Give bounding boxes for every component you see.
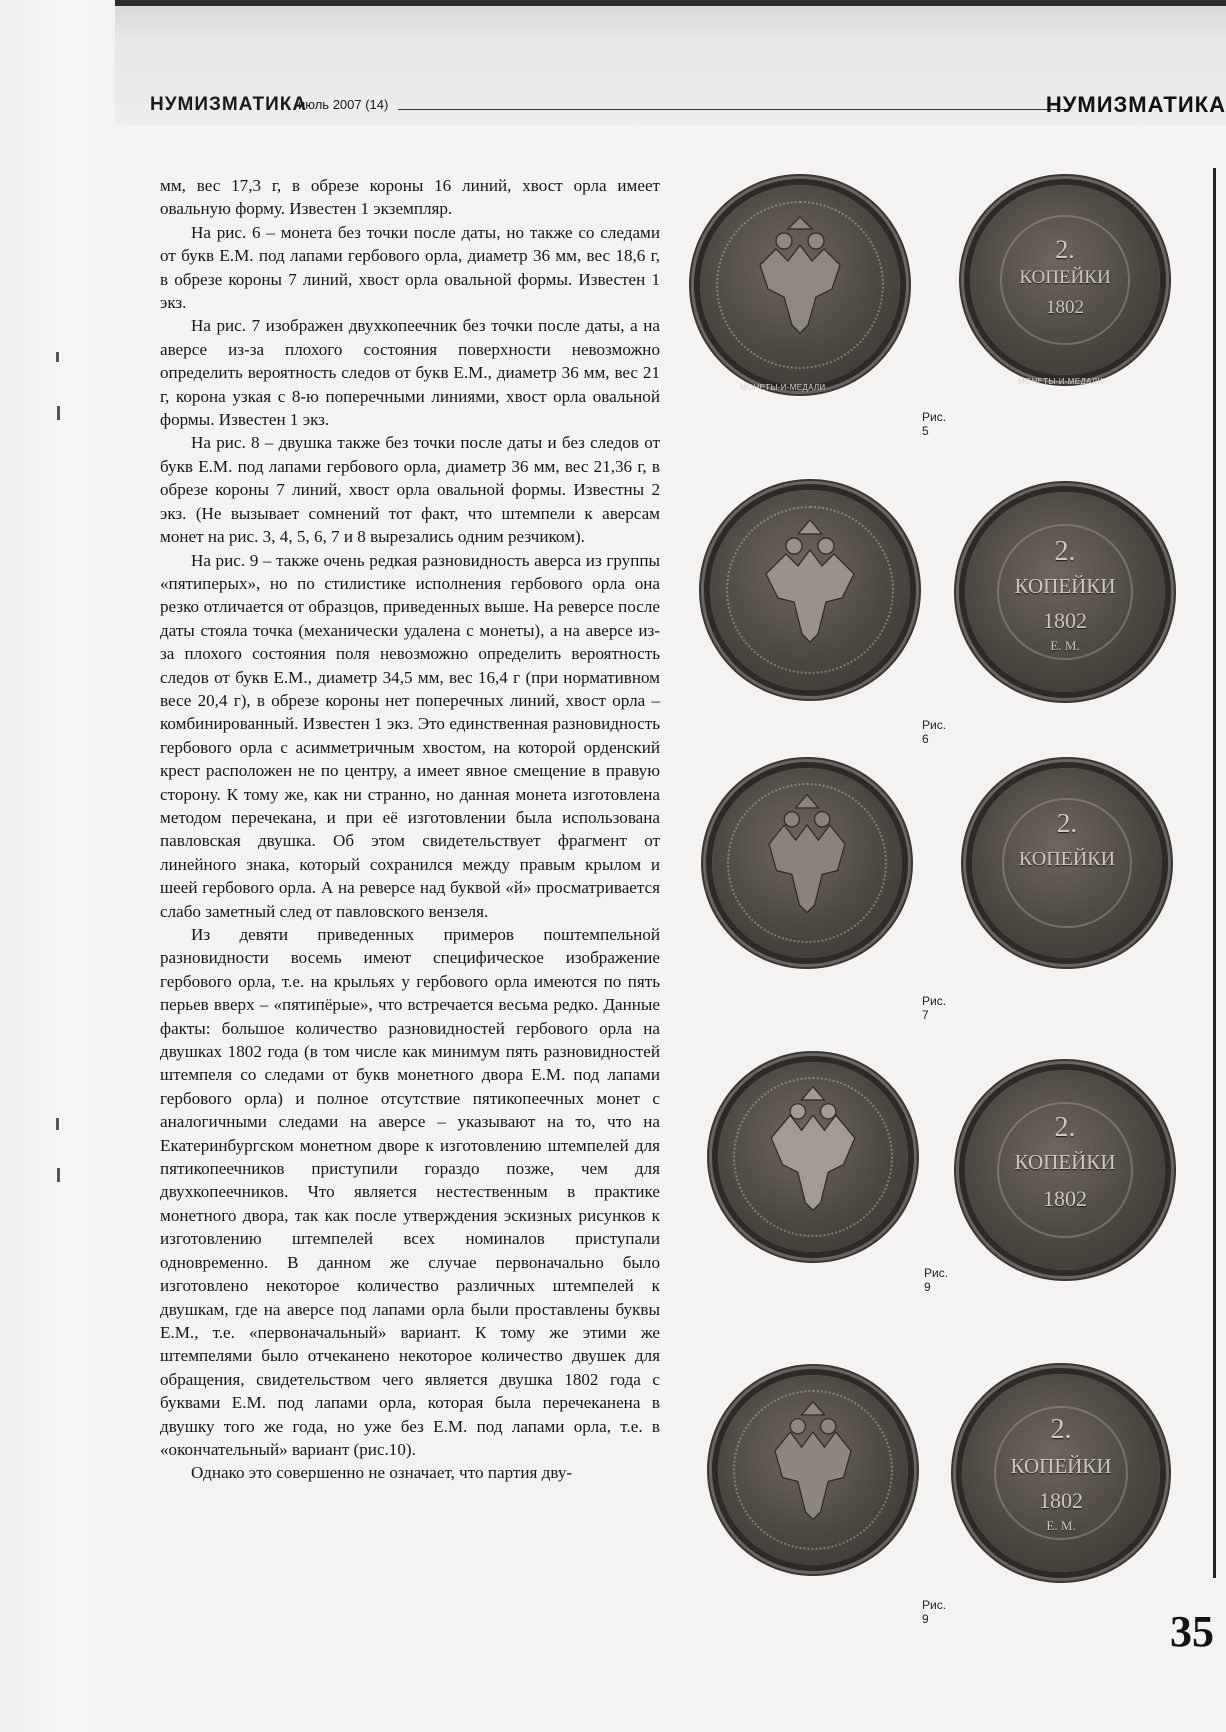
reverse-year: 1802 <box>1043 1186 1087 1211</box>
double-headed-eagle-icon <box>718 1375 908 1565</box>
figure-caption: Рис. 6 <box>922 718 947 746</box>
reverse-denomination: 2. <box>1050 1414 1072 1445</box>
double-headed-eagle-icon <box>700 185 900 385</box>
reverse-mint: Е. М. <box>1046 1518 1076 1533</box>
reverse-denomination: 2. <box>1056 808 1078 838</box>
margin-mark <box>57 1168 60 1182</box>
page-number: 35 <box>1170 1607 1214 1656</box>
article-paragraph: На рис. 8 – двушка также без точки после даты и без следов от букв Е.М. под лапами гербового орла, диаметр 36 мм, вес 21,36 г, в обрезе короны 7 линий, хвост орла овальной формы. Известны 2 экз. (Не вызывает сомнений тот факт, что штемпели к аверсам монет на рис. 3, 4, 5, 6, 7 и 8 вырезались одним резчиком). <box>160 433 660 547</box>
reverse-denomination: 2. <box>1054 536 1076 567</box>
reverse-word: КОПЕЙКИ <box>1018 848 1116 870</box>
article-paragraph: Из девяти приведенных примеров поштемпельной разновидности восемь имеют специфическое изображение гербового орла, т.е. на крыльях у гербового орла имеются по пять перьев вверх – «пятипёрые», что встречается весьма редко. Данные факты: большое количество разновидностей гербового орла на двушках 1802 года (в том числе как минимум пять разновидностей штемпеля со следами от букв монетного двора Е.М. под лапами гербового орла) и полное отсутствие пятикопеечных монет с аналогичными следами на аверсе – указывают на то, что на Екатеринбургском монетном дворе к изготовлению штемпелей для пятикопеечников приступили гораздо позже, чем для двухкопеечников. Что является нестественным в практике монетного двора, так как после утверждения эскизных рисунков к изготовлению штемпелей всех номиналов приступали одновременно. В данном же случае первоначально было изготовлено некоторое количество различных штемпелей к двушкам, где на аверсе под лапами орла были проставлены буквы Е.М., т.е. «первоначальный» вариант. К тому же этими же штемпелями было отчеканено некоторое количество двушек для обращения, свидетельством чего является двушка 1802 года с буквами Е.М. под лапами орла, которая была перечеканена в двушку того же года, но уже без Е.М. под лапами орла, т.е. в «окончательный» вариант (рис.10). <box>160 925 660 1459</box>
figure-caption: Рис. 9 <box>922 1598 947 1626</box>
coin-reverse <box>962 1374 1160 1572</box>
double-headed-eagle-icon <box>718 1062 908 1252</box>
coin-reverse <box>965 1070 1165 1270</box>
header-rule <box>398 109 1066 110</box>
coin-watermark-label: МОНЕТЫ-И-МЕДАЛИ <box>740 383 826 392</box>
article-paragraph: На рис. 7 изображен двухкопеечник без точки после даты, а на аверсе из-за плохого состояния поверхности невозможно определить вероятность следов от букв Е.М., диаметр 36 мм, вес 21 г, корона узкая с 8-ю поперечными линиями, хвост орла овальной формы. Известен 1 экз. <box>160 316 660 430</box>
coin-obverse <box>700 185 900 392</box>
coin-obverse <box>718 1062 908 1252</box>
coin-obverse <box>718 1375 908 1565</box>
reverse-word: КОПЕЙКИ <box>1019 267 1111 288</box>
coin-reverse <box>965 492 1165 692</box>
coin-reverse <box>970 185 1160 386</box>
reverse-year: 1802 <box>1043 608 1087 633</box>
right-edge-rule <box>1213 168 1216 1578</box>
page-spine-shadow <box>0 0 115 1732</box>
double-headed-eagle-icon <box>710 490 910 690</box>
reverse-year: 1802 <box>1046 297 1084 318</box>
margin-mark <box>56 352 59 362</box>
reverse-year: 1802 <box>1039 1488 1083 1513</box>
article-paragraph: Однако это совершенно не означает, что партия дву- <box>191 1463 573 1483</box>
reverse-denomination: 2. <box>1054 1112 1076 1143</box>
coin-obverse <box>712 768 902 958</box>
coin-obverse <box>710 490 910 690</box>
figure-caption: Рис. 9 <box>924 1266 949 1294</box>
coin-watermark-label: МОНЕТЫ-И-МЕДАЛИ <box>1018 377 1104 386</box>
figure-caption: Рис. 7 <box>922 994 947 1022</box>
issue-date: июль 2007 (14) <box>298 97 389 112</box>
figure-caption: Рис. 5 <box>922 410 947 438</box>
margin-mark <box>57 406 60 420</box>
reverse-word: КОПЕЙКИ <box>1014 1150 1116 1174</box>
reverse-mint: Е. М. <box>1050 638 1080 653</box>
reverse-word: КОПЕЙКИ <box>1014 574 1116 598</box>
article-paragraph: На рис. 6 – монета без точки после даты, но также со следами от букв Е.М. под лапами гербового орла, диаметр 36 мм, вес 18,6 г, в обрезе короны 7 линий, хвост орла овальной формы. Известен 1 экз. <box>160 222 660 313</box>
coin-reverse <box>972 768 1162 958</box>
article-column <box>160 174 660 1485</box>
reverse-denomination: 2. <box>1055 235 1075 264</box>
article-paragraph: мм, вес 17,3 г, в обрезе короны 16 линий, хвост орла имеет овальную форму. Известен 1 экземпляр. <box>160 176 660 219</box>
reverse-word: КОПЕЙКИ <box>1010 1454 1112 1478</box>
masthead-left: НУМИЗМАТИКА <box>150 94 308 115</box>
margin-mark <box>56 1118 59 1130</box>
article-paragraph: На рис. 9 – также очень редкая разновидность аверса из группы «пятиперых», но по стилистике исполнения гербового орла она резко отличается от образцов, приведенных выше. На реверсе после даты стояла точка (механически удалена с монеты), а на аверсе из-за плохого состояния поля невозможно определить вероятность следов от букв Е.М., диаметр 34,5 мм, вес 16,4 г (при нормативном весе 20,4 г), в обрезе короны нет поперечных линий, хвост орла – комбинированный. Известен 1 экз. Это единственная разновидность гербового орла с асимметричным хвостом, на которой орденский крест расположен не по центру, а имеет явное смещение в правую сторону. К тому же, как ни странно, но данная монета изготовлена методом перечекана, и при её изготовлении была использована павловская двушка. Об этом свидетельствует фрагмент от линейного знака, который сохранился между правым крылом и шеей гербового орла. А на реверсе над буквой «й» просматривается слабо заметный след от павловского вензеля. <box>160 550 660 921</box>
running-header <box>150 94 1226 116</box>
masthead-right: НУМИЗМАТИКА <box>1045 92 1226 117</box>
double-headed-eagle-icon <box>712 768 902 958</box>
